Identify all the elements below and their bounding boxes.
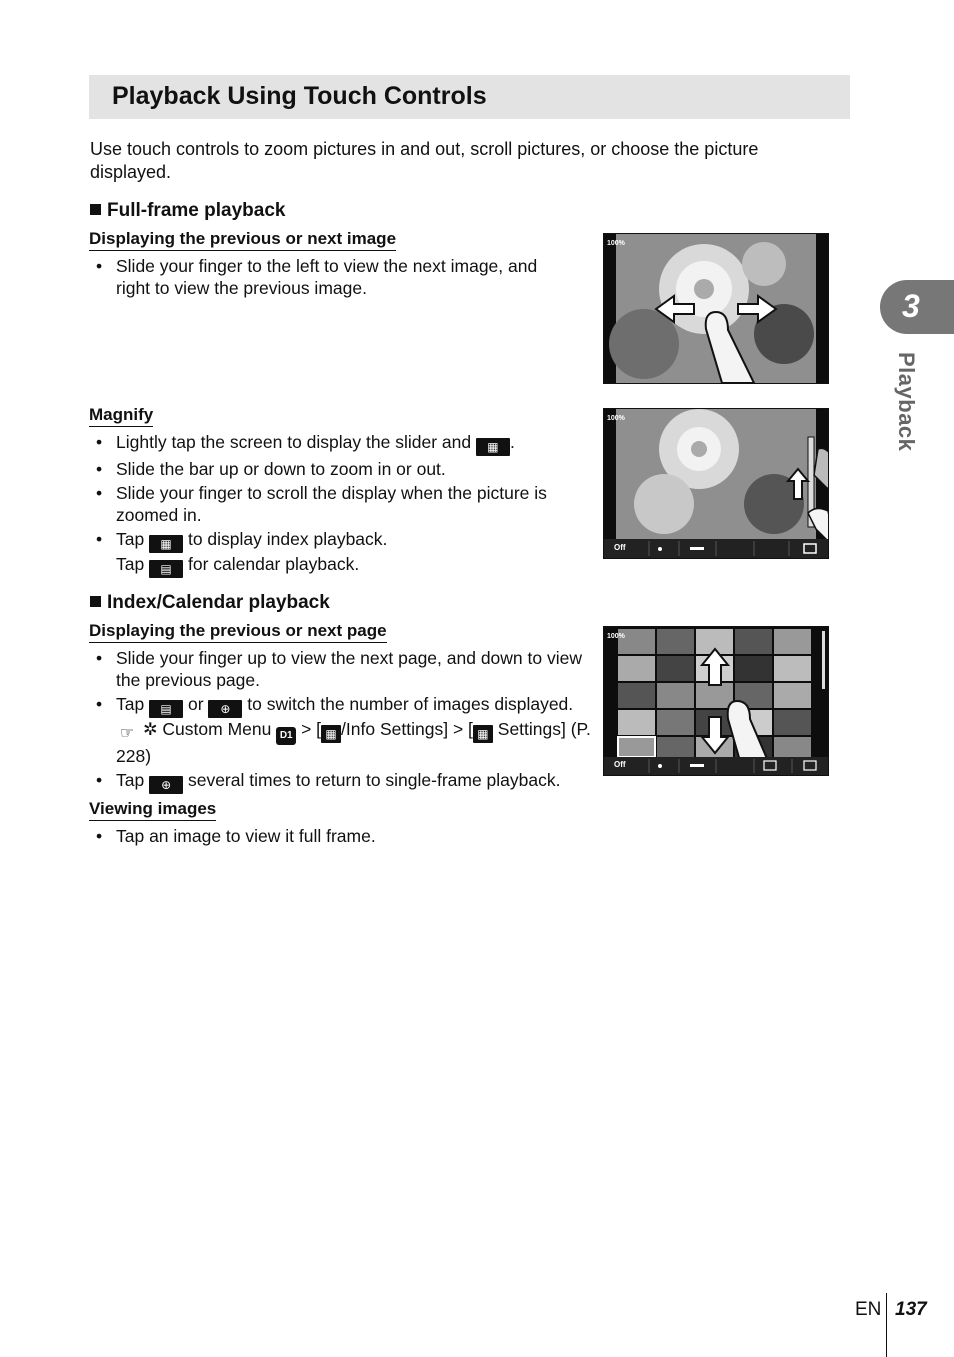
list-item: • Tap ▤ or ⊕ to switch the number of images displayed. ☞ ✲ Custom Menu D1 > [ ▦ /Info Settings] > [ ▦ Settings] (P. 228) (90, 693, 595, 767)
list-item: • Slide your finger to scroll the display when the picture is zoomed in. (90, 482, 580, 526)
photo-illustration (604, 409, 828, 558)
screen-full-frame-swipe (603, 233, 829, 384)
section-heading: Full-frame playback (107, 200, 286, 221)
list-item: • Slide the bar up or down to zoom in or out. (90, 458, 580, 480)
thumbnail-grid-illustration (604, 627, 828, 775)
section-index-calendar (90, 592, 330, 614)
page-title: Playback Using Touch Controls (112, 82, 487, 110)
subheading-prev-next-image: Displaying the previous or next image (89, 229, 396, 251)
language-label: EN (855, 1299, 882, 1320)
index-view-icon: ▦ (473, 725, 493, 743)
subheading-magnify: Magnify (89, 405, 153, 427)
index-view-icon: ▦ (321, 725, 341, 743)
section-full-frame (90, 200, 285, 222)
screen-index-playback (603, 626, 829, 776)
bullet-list (90, 431, 580, 580)
chapter-side-label: Playback (894, 352, 919, 452)
index-view-icon: ▦ (149, 535, 183, 553)
subheading-viewing-images: Viewing images (89, 799, 216, 821)
title-bar (89, 75, 850, 119)
zoom-in-icon: ⊕ (208, 700, 242, 718)
list-item: • Tap ⊕ several times to return to single-frame playback. (90, 769, 595, 794)
chapter-tab: 3 (880, 280, 954, 334)
gear-icon: ✲ (142, 719, 158, 739)
zoom-indicator: 100% (607, 240, 625, 247)
pointing-hand-icon: ☞ (116, 725, 138, 743)
screen-magnify (603, 408, 829, 559)
list-item: • Tap an image to view it full frame. (90, 825, 580, 847)
list-item: • Slide your finger to the left to view the next image, and right to view the previous image. (90, 255, 570, 299)
photo-illustration (604, 234, 828, 383)
rating-off-label: Off (614, 760, 626, 769)
index-view-icon: ▦ (476, 438, 510, 456)
calendar-view-icon: ▤ (149, 560, 183, 578)
subheading-prev-next-page: Displaying the previous or next page (89, 621, 387, 643)
bullet-list (90, 255, 570, 301)
page-number: 137 (895, 1299, 927, 1320)
calendar-view-icon: ▤ (149, 700, 183, 718)
zoom-indicator: 100% (607, 415, 625, 422)
zoom-indicator: 100% (607, 633, 625, 640)
section-heading: Index/Calendar playback (107, 592, 330, 613)
list-item: • Lightly tap the screen to display the slider and ▦ . (90, 431, 580, 456)
list-item: • Tap ▦ to display index playback. Tap ▤ for calendar playback. (90, 528, 580, 578)
square-bullet-icon (90, 596, 101, 607)
bullet-list (90, 825, 580, 849)
footer-divider (886, 1293, 887, 1357)
zoom-in-icon: ⊕ (149, 776, 183, 794)
square-bullet-icon (90, 204, 101, 215)
list-item: • Slide your finger up to view the next page, and down to view the previous page. (90, 647, 595, 691)
intro-text: Use touch controls to zoom pictures in and out, scroll pictures, or choose the picture displayed. (90, 139, 759, 182)
bullet-list (90, 647, 595, 796)
custom-menu-d1-badge: D1 (276, 727, 296, 745)
rating-off-label: Off (614, 543, 626, 552)
